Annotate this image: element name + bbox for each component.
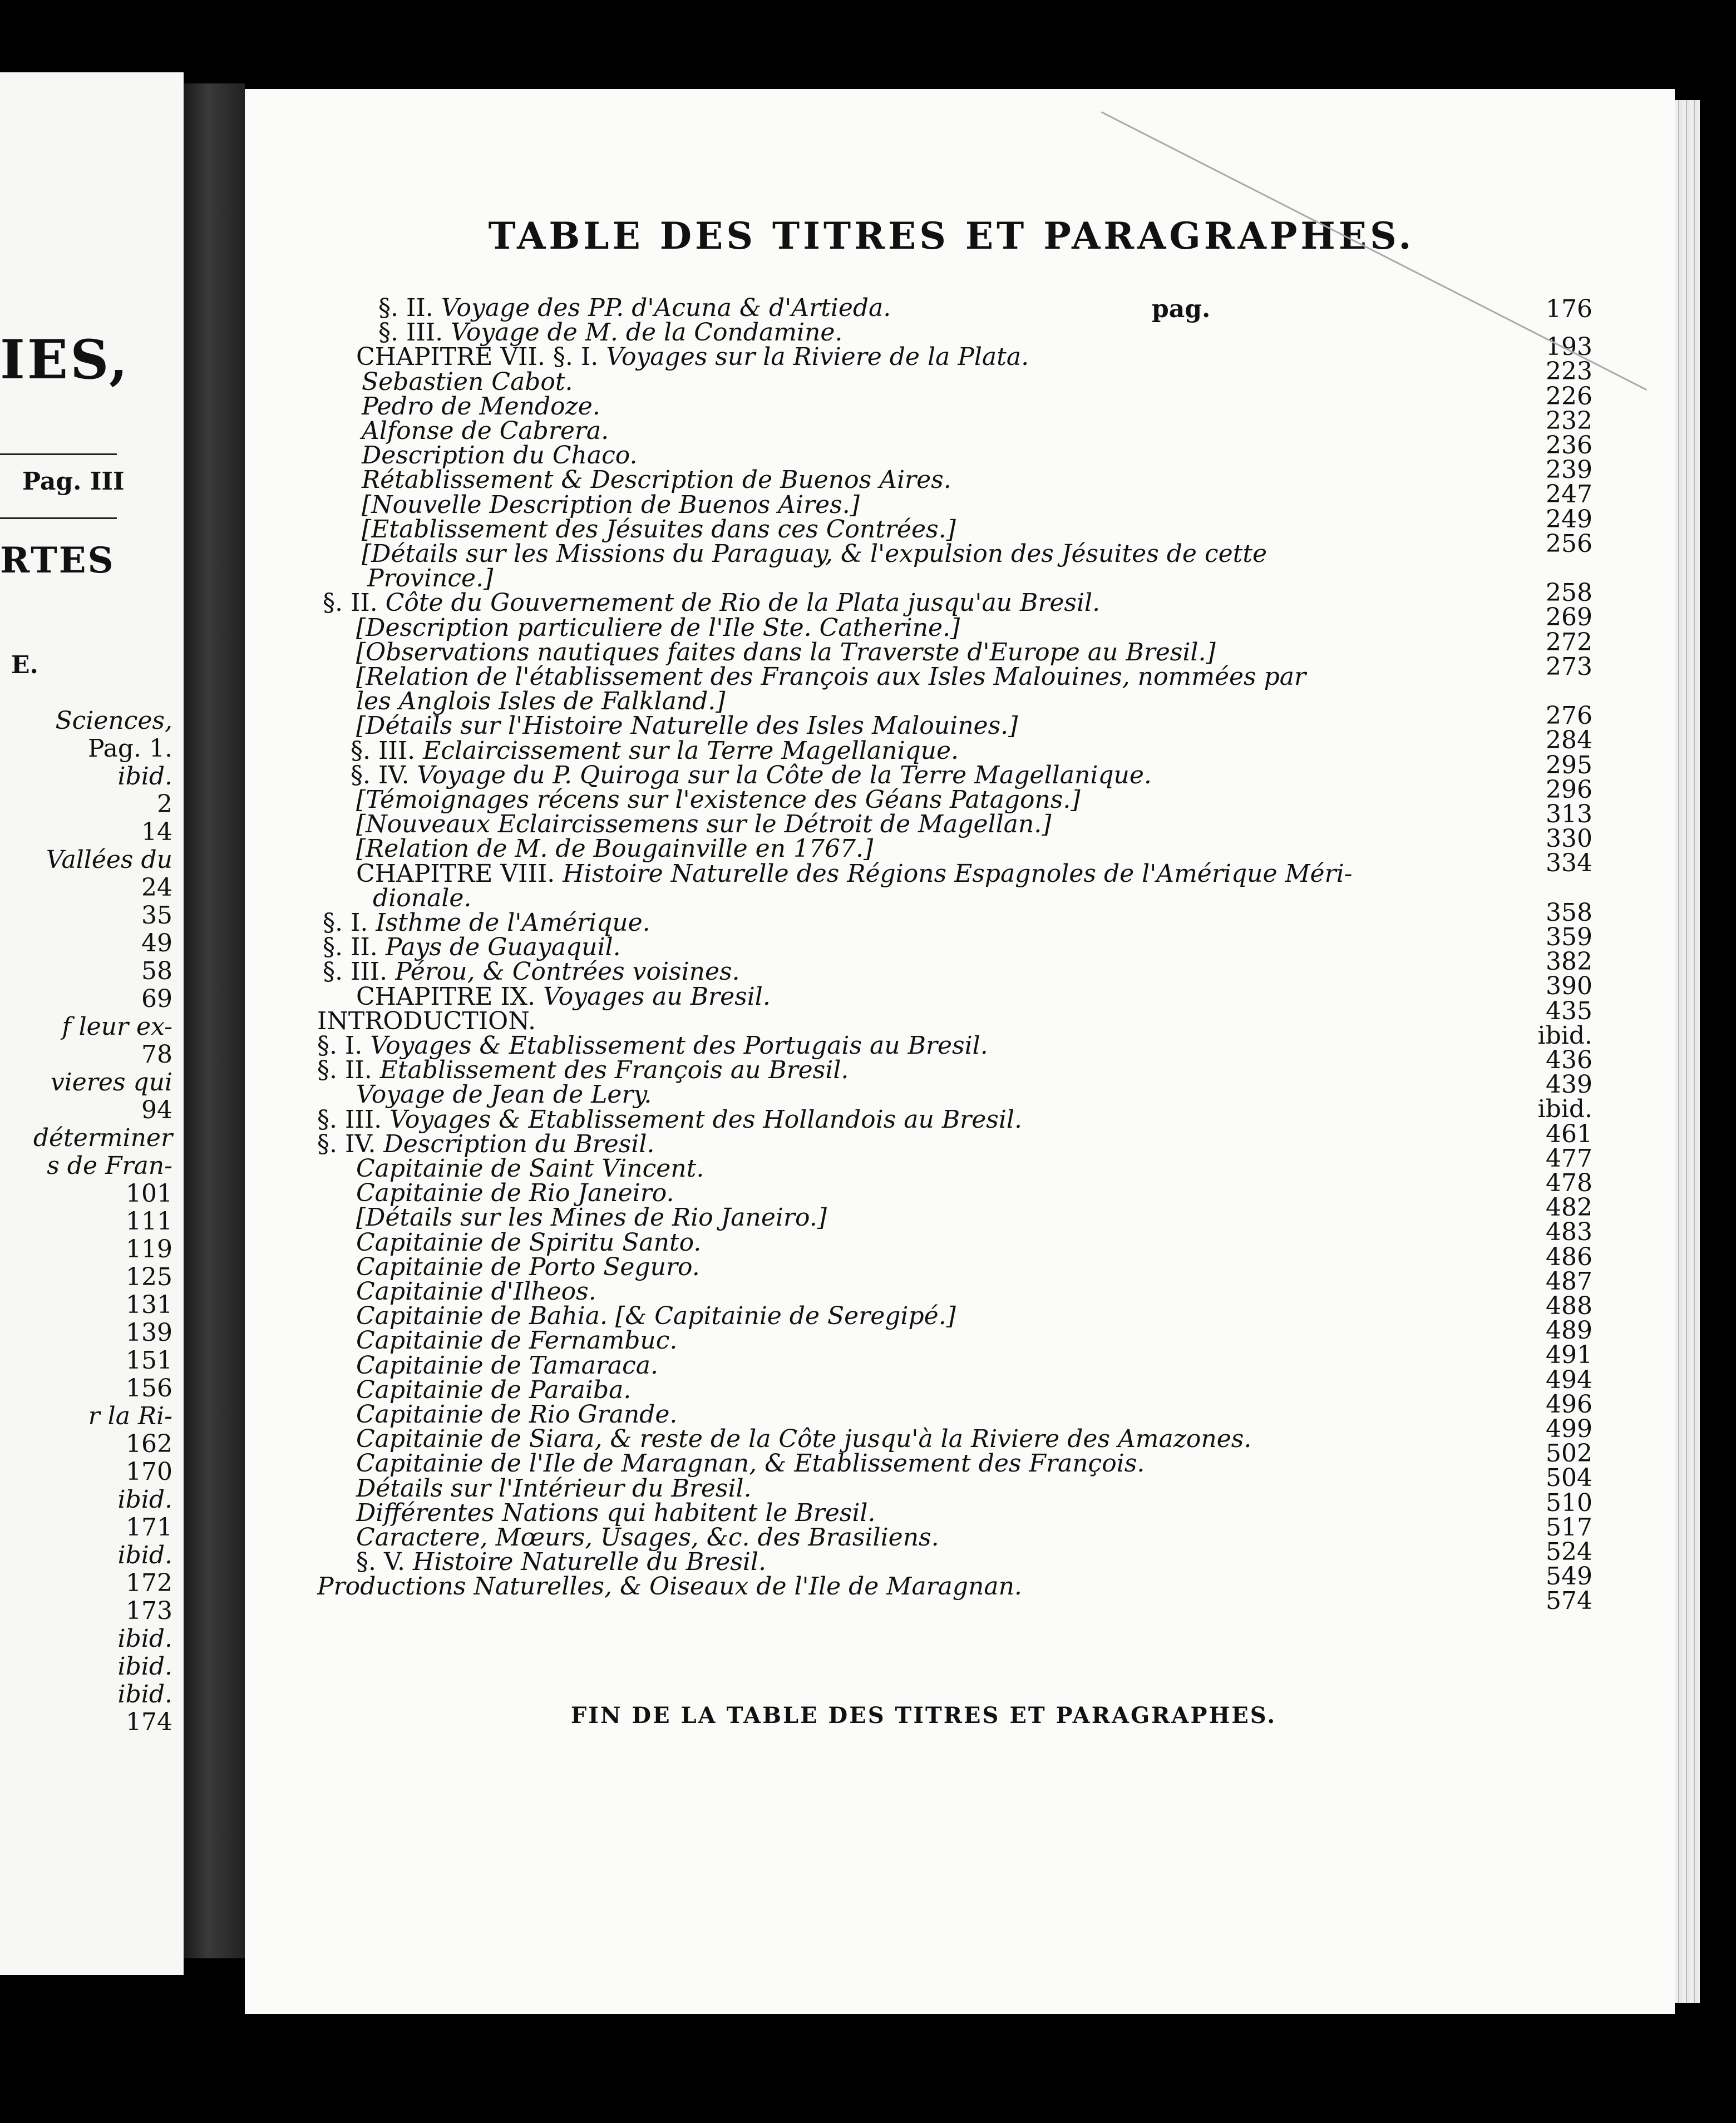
toc-entry <box>378 295 891 322</box>
left-heading-fragment: IES, <box>0 328 130 391</box>
toc-entry <box>323 934 621 961</box>
toc-page-number: 272 <box>1546 628 1592 656</box>
toc-entry-title: Capitainie de Rio Grande. <box>356 1400 678 1429</box>
left-margin-fragment: s de Fran- <box>47 1152 172 1180</box>
toc-page-number: 334 <box>1546 849 1592 877</box>
left-margin-fragment: Pag. 1. <box>88 734 172 763</box>
toc-entry-title: Histoire Naturelle des Régions Espagnoles de l'Amérique Méri- <box>563 860 1353 888</box>
toc-page-number: 239 <box>1546 456 1592 484</box>
toc-page-number: 358 <box>1546 898 1592 927</box>
toc-entry <box>362 393 600 420</box>
toc-entry-title: Détails sur l'Intérieur du Bresil. <box>356 1474 752 1503</box>
left-margin-fragment: 24 <box>141 873 172 902</box>
left-subheading-fragment: RTES <box>0 540 115 581</box>
toc-entry <box>356 1327 677 1354</box>
toc-entry-title: Capitainie de Spiritu Santo. <box>356 1228 702 1257</box>
toc-entry-title: Capitainie de Tamaraca. <box>356 1351 658 1380</box>
toc-page-number: 491 <box>1546 1341 1592 1369</box>
toc-entry <box>356 1180 674 1207</box>
toc-entry-lead: INTRODUCTION. <box>317 1007 536 1035</box>
toc-entry <box>356 1500 875 1527</box>
toc-entry-lead: §. IV. <box>351 761 417 789</box>
toc-entry <box>362 442 637 469</box>
toc-entry-title: Description du Bresil. <box>383 1130 655 1158</box>
left-rule <box>0 453 117 455</box>
left-margin-fragment: 94 <box>141 1096 172 1124</box>
left-margin-fragment: 172 <box>126 1569 172 1597</box>
left-margin-fragment: 171 <box>126 1513 172 1542</box>
toc-entry-title: Voyages au Bresil. <box>543 982 771 1011</box>
left-margin-fragment: 35 <box>141 901 172 930</box>
toc-entry <box>356 811 1051 838</box>
toc-page-number: 226 <box>1546 382 1592 411</box>
toc-entry-title: Capitainie de Saint Vincent. <box>356 1154 704 1183</box>
left-margin-fragment: 156 <box>126 1374 172 1403</box>
toc-entry <box>317 1057 849 1084</box>
left-margin-fragment: 162 <box>126 1430 172 1458</box>
toc-entry-title: Capitainie de Bahia. [& Capitainie de Seregipé.] <box>356 1302 956 1330</box>
toc-entry <box>356 1230 701 1256</box>
toc-entry-title: Isthme de l'Amérique. <box>376 909 650 937</box>
page-edge <box>1675 100 1700 2003</box>
toc-entry-title: Rétablissement & Description de Buenos Aires. <box>362 466 951 494</box>
left-margin-fragment: 78 <box>141 1040 172 1069</box>
pag-label: pag. <box>1152 295 1211 323</box>
left-margin-fragment: déterminer <box>33 1124 172 1152</box>
toc-entry-lead: §. III. <box>323 957 396 986</box>
toc-entry-lead: §. II. <box>323 933 386 961</box>
toc-page-number: 249 <box>1546 505 1592 534</box>
toc-page-number: 574 <box>1546 1587 1592 1615</box>
toc-entry <box>356 713 1018 739</box>
toc-entry-title: Voyage de Jean de Lery. <box>356 1080 652 1109</box>
book-gutter <box>184 83 245 1958</box>
toc-page-number: 486 <box>1546 1243 1592 1271</box>
toc-entry-title: Capitainie de l'Ile de Maragnan, & Etablissement des François. <box>356 1449 1145 1478</box>
toc-entry <box>356 1426 1251 1453</box>
left-margin-fragment: 69 <box>141 985 172 1013</box>
toc-entry <box>317 1107 1022 1133</box>
toc-entry <box>356 1082 652 1108</box>
toc-page-number: 499 <box>1546 1415 1592 1443</box>
toc-entry-title: [Relation de M. de Bougainville en 1767.] <box>356 835 874 863</box>
table-of-contents-page <box>245 89 1675 2014</box>
toc-entry <box>356 836 873 862</box>
toc-entry <box>356 861 1353 887</box>
toc-page-number: 284 <box>1546 726 1592 754</box>
toc-entry <box>356 1401 677 1428</box>
toc-page-number: 439 <box>1546 1070 1592 1099</box>
left-margin-fragment: 2 <box>157 790 172 818</box>
toc-entry-title: Côte du Gouvernement de Rio de la Plata jusqu'au Bresil. <box>385 589 1101 617</box>
toc-entry-title: Etablissement des François au Bresil. <box>379 1056 849 1084</box>
toc-entry-title: Capitainie de Siara, & reste de la Côte jusqu'à la Riviere des Amazones. <box>356 1425 1252 1453</box>
left-margin-fragment: 111 <box>126 1207 172 1236</box>
toc-entry <box>317 1008 536 1035</box>
toc-entry <box>323 959 740 985</box>
toc-entry-title: Productions Naturelles, & Oiseaux de l'Ile de Maragnan. <box>317 1572 1022 1601</box>
toc-entry-lead: §. II. <box>317 1056 380 1084</box>
toc-entry <box>356 1549 766 1576</box>
left-margin-fragment: 49 <box>141 929 172 957</box>
left-margin-fragment: ibid. <box>117 1541 172 1569</box>
left-margin-fragment: 101 <box>126 1179 172 1208</box>
toc-entry <box>356 1156 704 1182</box>
toc-entry-title: Sebastien Cabot. <box>362 368 573 396</box>
toc-page-number: 502 <box>1546 1439 1592 1468</box>
toc-entry <box>378 319 842 346</box>
toc-entry-title: Voyages & Etablissement des Portugais au Bresil. <box>370 1031 988 1060</box>
toc-entry-title: [Témoignages récens sur l'existence des Géans Patagons.] <box>356 786 1081 814</box>
toc-page-number: 487 <box>1546 1267 1592 1296</box>
toc-entry-title: Capitainie de Paraiba. <box>356 1376 632 1404</box>
toc-page-number: 517 <box>1546 1513 1592 1542</box>
toc-entry <box>323 910 650 936</box>
toc-page-number: 359 <box>1546 923 1592 951</box>
left-margin-fragment: 14 <box>141 818 172 846</box>
toc-page-number: 549 <box>1546 1562 1592 1591</box>
toc-entry-title: Pérou, & Contrées voisines. <box>395 957 740 986</box>
toc-entry <box>356 1475 752 1502</box>
left-letter-fragment: E. <box>11 651 38 679</box>
toc-entry <box>356 984 771 1010</box>
left-margin-fragment: 151 <box>126 1346 172 1375</box>
left-margin-fragment: 170 <box>126 1458 172 1486</box>
left-margin-fragment: 131 <box>126 1291 172 1319</box>
previous-page-fragment <box>0 72 184 1975</box>
toc-entry <box>323 590 1100 616</box>
toc-entry-lead: §. IV. <box>317 1130 384 1158</box>
toc-entry-title: [Relation de l'établissement des François aux Isles Malouines, nommées par <box>356 663 1306 691</box>
toc-entry-lead: CHAPITRE VIII. <box>356 860 563 888</box>
toc-entry-title: Eclaircissement sur la Terre Magellanique. <box>423 737 959 765</box>
toc-page-number: 295 <box>1546 751 1592 779</box>
toc-entry-title: [Description particuliere de l'Ile Ste. Catherine.] <box>356 614 960 642</box>
toc-entry-title: [Etablissement des Jésuites dans ces Contrées.] <box>362 515 956 544</box>
toc-page-number: 524 <box>1546 1538 1592 1566</box>
toc-entry <box>367 565 493 592</box>
left-rule-2 <box>0 517 117 519</box>
left-margin-fragment: Vallées du <box>46 846 172 874</box>
toc-entry <box>351 762 1152 789</box>
toc-entry <box>356 1450 1145 1477</box>
toc-page-number: 193 <box>1546 333 1592 361</box>
toc-entry-title: Pays de Guayaquil. <box>385 933 621 961</box>
toc-entry <box>317 1573 1022 1600</box>
left-margin-fragment: ibid. <box>117 1625 172 1653</box>
left-margin-fragment: 139 <box>126 1319 172 1347</box>
left-margin-fragment: ibid. <box>117 762 172 791</box>
toc-page-number: 390 <box>1546 972 1592 1000</box>
toc-entry-title: Province.] <box>367 564 494 593</box>
toc-entry-title: Description du Chaco. <box>362 441 638 470</box>
left-margin-fragment: vieres qui <box>50 1068 172 1097</box>
toc-page-number: 477 <box>1546 1144 1592 1173</box>
toc-entry <box>356 1377 631 1404</box>
toc-page-number: ibid. <box>1537 1021 1592 1050</box>
toc-page-number: 276 <box>1546 702 1592 730</box>
toc-page-number: 236 <box>1546 431 1592 460</box>
toc-entry-title: [Nouvelle Description de Buenos Aires.] <box>362 491 860 519</box>
toc-entry-lead: CHAPITRE IX. <box>356 982 544 1011</box>
toc-entry-title: Différentes Nations qui habitent le Bresil. <box>356 1499 876 1527</box>
toc-entry <box>362 541 1267 567</box>
toc-entry-title: les Anglois Isles de Falkland.] <box>356 687 726 715</box>
toc-page-number: 247 <box>1546 480 1592 508</box>
toc-entry <box>356 664 1306 690</box>
toc-entry-lead: §. III. <box>378 318 451 347</box>
toc-entry-title: Voyage du P. Quiroga sur la Côte de la Terre Magellanique. <box>417 761 1152 789</box>
toc-entry <box>317 1131 654 1158</box>
toc-entry <box>356 1352 658 1379</box>
toc-page-number: 482 <box>1546 1193 1592 1222</box>
toc-entry-lead: CHAPITRE VII. §. I. <box>356 343 606 371</box>
toc-page-number: 435 <box>1546 997 1592 1025</box>
toc-entry-title: Alfonse de Cabrera. <box>362 417 609 445</box>
toc-page-number: 461 <box>1546 1120 1592 1148</box>
toc-entry-title: Capitainie d'Ilheos. <box>356 1277 596 1306</box>
toc-page-number: 488 <box>1546 1292 1592 1320</box>
toc-page-number: 504 <box>1546 1464 1592 1492</box>
toc-entry-lead: §. I. <box>317 1031 371 1060</box>
toc-entry-lead: §. V. <box>356 1548 413 1576</box>
toc-entry-title: Capitainie de Porto Seguro. <box>356 1253 700 1281</box>
toc-page-number: 330 <box>1546 824 1592 853</box>
toc-entry <box>356 1254 700 1281</box>
left-margin-fragment: 119 <box>126 1235 172 1263</box>
toc-page-number: 256 <box>1546 530 1592 558</box>
toc-page-number: 258 <box>1546 579 1592 607</box>
toc-page-number: 436 <box>1546 1046 1592 1074</box>
toc-entry-title: Capitainie de Fernambuc. <box>356 1326 678 1355</box>
toc-page-number: 382 <box>1546 947 1592 976</box>
toc-page-number: 313 <box>1546 800 1592 828</box>
toc-entry-lead: §. II. <box>323 589 386 617</box>
toc-entry-title: Capitainie de Rio Janeiro. <box>356 1179 674 1207</box>
toc-entry <box>362 369 573 396</box>
left-margin-fragment: 173 <box>126 1597 172 1625</box>
toc-entry-lead: §. II. <box>378 294 441 322</box>
toc-page-number: 494 <box>1546 1366 1592 1394</box>
toc-entry <box>373 885 471 912</box>
toc-entry-title: [Détails sur l'Histoire Naturelle des Isles Malouines.] <box>356 712 1018 740</box>
toc-entry-lead: §. I. <box>323 909 376 937</box>
toc-entry-lead: §. III. <box>351 737 423 765</box>
left-margin-fragment: ibid. <box>117 1652 172 1681</box>
toc-entry <box>356 1524 939 1551</box>
toc-entry <box>362 516 956 543</box>
toc-entry-title: Pedro de Mendoze. <box>362 392 600 421</box>
toc-entry <box>356 1278 596 1305</box>
toc-page-number: 496 <box>1546 1390 1592 1419</box>
toc-page-number: 489 <box>1546 1316 1592 1345</box>
left-margin-fragment: f leur ex- <box>62 1013 172 1041</box>
left-pag-label: Pag. III <box>22 467 125 496</box>
toc-entry <box>356 639 1216 666</box>
toc-entry <box>356 344 1029 371</box>
left-margin-fragment: 174 <box>126 1708 172 1736</box>
toc-page-number: 269 <box>1546 603 1592 631</box>
left-margin-fragment: ibid. <box>117 1485 172 1514</box>
toc-entry-title: [Nouveaux Eclaircissemens sur le Détroit de Magellan.] <box>356 810 1052 838</box>
toc-entry-lead: §. III. <box>317 1105 390 1134</box>
toc-entry-title: [Observations nautiques faites dans la Traverste d'Europe au Bresil.] <box>356 638 1216 666</box>
left-margin-fragment: Sciences, <box>55 707 172 735</box>
toc-entry-title: Voyages & Etablissement des Hollandois au Bresil. <box>389 1105 1022 1134</box>
toc-entry <box>362 492 860 519</box>
toc-entry-title: Caractere, Mœurs, Usages, &c. des Brasiliens. <box>356 1523 939 1552</box>
page-title: TABLE DES TITRES ET PARAGRAPHES. <box>488 214 1415 258</box>
left-margin-fragment: 58 <box>141 957 172 985</box>
toc-page-number: 176 <box>1546 295 1592 323</box>
toc-entry-title: Voyage des PP. d'Acuna & d'Artieda. <box>441 294 891 322</box>
left-margin-fragment: ibid. <box>117 1680 172 1709</box>
toc-entry <box>317 1033 988 1059</box>
toc-entry <box>356 787 1081 813</box>
toc-entry <box>356 1303 956 1330</box>
toc-page-number: ibid. <box>1537 1095 1592 1123</box>
toc-entry-title: Voyage de M. de la Condamine. <box>451 318 843 347</box>
toc-entry <box>351 738 959 764</box>
toc-page-number: 273 <box>1546 653 1592 681</box>
toc-entry <box>362 467 951 493</box>
toc-entry-title: Voyages sur la Riviere de la Plata. <box>606 343 1029 371</box>
toc-entry-title: [Détails sur les Missions du Paraguay, & l'expulsion des Jésuites de cette <box>362 540 1268 568</box>
toc-entry-title: [Détails sur les Mines de Rio Janeiro.] <box>356 1203 827 1232</box>
closing-line: FIN DE LA TABLE DES TITRES ET PARAGRAPHES. <box>570 1702 1277 1729</box>
left-margin-fragment: r la Ri- <box>88 1402 172 1430</box>
toc-entry-title: dionale. <box>373 884 472 912</box>
toc-page-number: 478 <box>1546 1169 1592 1197</box>
toc-entry <box>356 688 725 715</box>
toc-entry-title: Histoire Naturelle du Bresil. <box>413 1548 766 1576</box>
toc-entry <box>356 1204 827 1231</box>
toc-entry <box>362 418 609 445</box>
toc-page-number: 483 <box>1546 1218 1592 1246</box>
toc-entry <box>356 615 960 641</box>
toc-page-number: 232 <box>1546 407 1592 435</box>
toc-page-number: 510 <box>1546 1489 1592 1517</box>
toc-page-number: 223 <box>1546 357 1592 386</box>
left-margin-fragment: 125 <box>126 1263 172 1291</box>
toc-page-number: 296 <box>1546 776 1592 804</box>
